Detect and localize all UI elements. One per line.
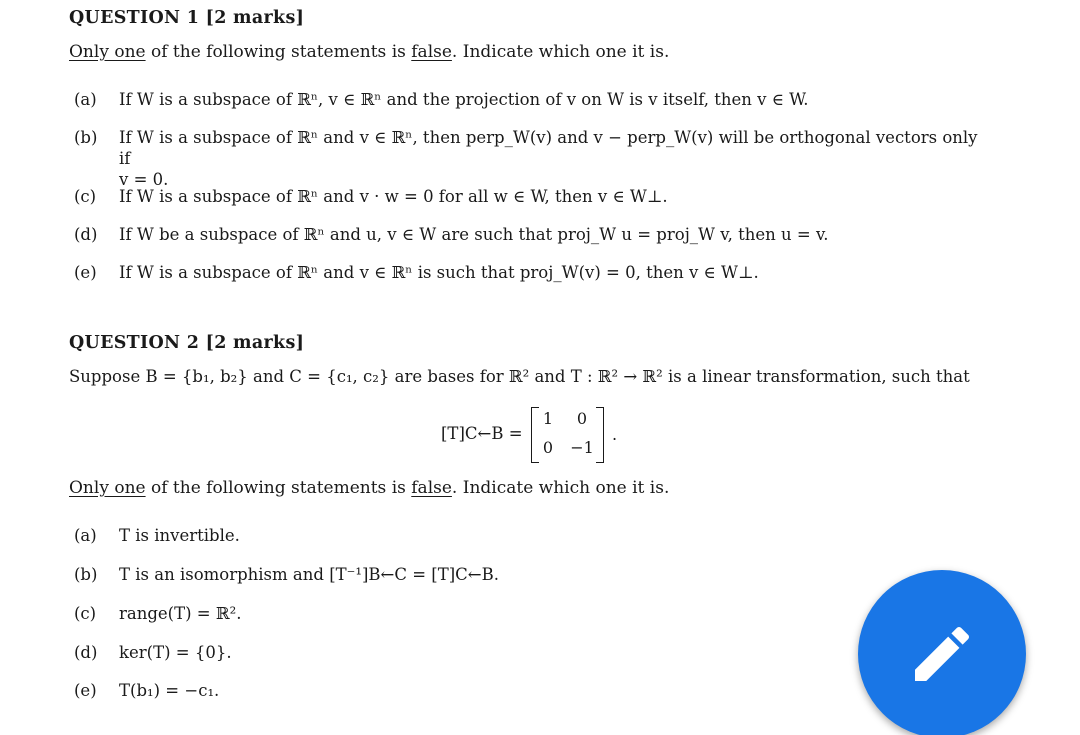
- q1-instruction: [69, 42, 669, 62]
- option-letter: (e): [74, 681, 97, 700]
- q1-option-b: [74, 127, 994, 189]
- q1-option-e: [74, 262, 994, 286]
- option-letter: (d): [74, 225, 98, 244]
- option-text: range(T) = ℝ².: [119, 604, 242, 623]
- option-letter: (c): [74, 187, 97, 206]
- option-letter: (d): [74, 643, 98, 662]
- option-text-block: [119, 127, 994, 190]
- q2-heading: [69, 333, 304, 353]
- q1-option-c: [74, 186, 994, 210]
- q1-marks: [2 marks]: [205, 8, 305, 28]
- q2-instr-false: false: [411, 478, 452, 498]
- option-text: T is an isomorphism and [T⁻¹]B←C = [T]C←B.: [119, 565, 499, 584]
- q2-instruction: [69, 478, 669, 498]
- q1-instr-end: . Indicate which one it is.: [451, 42, 670, 62]
- option-text: If W is a subspace of ℝⁿ and v ∈ ℝⁿ is such that proj_W(v) = 0, then v ∈ W⊥.: [119, 263, 759, 282]
- option-text: T is invertible.: [119, 526, 240, 545]
- matrix-period: .: [612, 425, 618, 444]
- q1-option-a: [74, 89, 994, 113]
- q2-option-a: [74, 525, 994, 549]
- option-text-line2: v = 0.: [119, 170, 169, 189]
- q1-instr-mid: of the following statements is: [145, 42, 412, 62]
- matrix-cell: 0: [542, 438, 554, 457]
- q2-option-c: [74, 603, 994, 627]
- matrix-lhs: [T]C←B =: [441, 424, 523, 443]
- option-letter: (a): [74, 526, 97, 545]
- q2-instr-only-one: Only one: [69, 478, 146, 498]
- option-text: T(b₁) = −c₁.: [119, 681, 220, 700]
- q1-instr-only-one: Only one: [69, 42, 146, 62]
- q1-heading: [69, 8, 304, 28]
- q2-marks: [2 marks]: [205, 333, 305, 353]
- option-text: If W is a subspace of ℝⁿ and v · w = 0 for all w ∈ W, then v ∈ W⊥.: [119, 187, 668, 206]
- q1-instr-false: false: [411, 42, 452, 62]
- q2-instr-end: . Indicate which one it is.: [451, 478, 670, 498]
- option-text: If W be a subspace of ℝⁿ and u, v ∈ W are such that proj_W u = proj_W v, then u = v.: [119, 225, 829, 244]
- q2-intro: Suppose B = {b₁, b₂} and C = {c₁, c₂} are bases for ℝ² and T : ℝ² → ℝ² is a linear transformation, such that: [69, 367, 970, 386]
- q1-title: QUESTION 1: [69, 8, 200, 28]
- q2-option-e: [74, 680, 994, 704]
- matrix-equation: [0, 405, 1080, 465]
- q2-instr-mid: of the following statements is: [145, 478, 412, 498]
- option-text: ker(T) = {0}.: [119, 643, 232, 662]
- option-letter: (e): [74, 263, 97, 282]
- option-text: If W is a subspace of ℝⁿ, v ∈ ℝⁿ and the projection of v on W is v itself, then v ∈ W.: [119, 90, 809, 109]
- q2-title: QUESTION 2: [69, 333, 200, 353]
- matrix-cell: 1: [542, 409, 554, 428]
- option-letter: (c): [74, 604, 97, 623]
- pencil-edit-icon: [906, 618, 978, 690]
- q2-option-b: [74, 564, 994, 588]
- option-letter: (a): [74, 90, 97, 109]
- edit-fab-button[interactable]: [858, 570, 1026, 735]
- option-letter: (b): [74, 565, 98, 584]
- matrix-right-bracket: [596, 407, 604, 463]
- matrix-cell: −1: [570, 438, 594, 457]
- matrix-cell: 0: [576, 409, 588, 428]
- q2-option-d: [74, 642, 994, 666]
- option-text-line1: If W is a subspace of ℝⁿ and v ∈ ℝⁿ, then perp_W(v) and v − perp_W(v) will be orthogonal vectors only if: [119, 128, 978, 168]
- q1-option-d: [74, 224, 994, 248]
- option-letter: (b): [74, 128, 98, 147]
